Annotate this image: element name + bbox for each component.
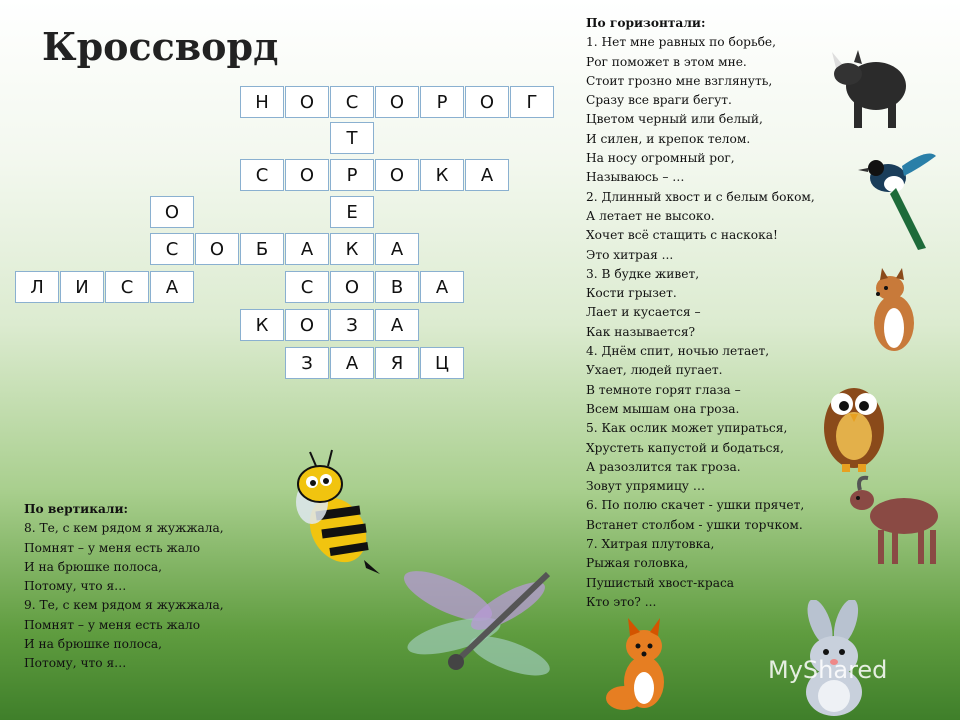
clue-line: Рог поможет в этом мне. bbox=[586, 54, 747, 69]
dog-icon bbox=[864, 268, 924, 358]
clue-line: Потому, что я… bbox=[24, 656, 127, 671]
clue-line: Стоит грозно мне взглянуть, bbox=[586, 73, 773, 88]
clue-line: И на брюшке полоса, bbox=[24, 559, 163, 574]
crossword-cell[interactable]: А bbox=[420, 271, 464, 303]
clue-line: А разозлится так гроза. bbox=[586, 459, 741, 474]
goat-icon bbox=[842, 474, 950, 568]
clue-line: И силен, и крепок телом. bbox=[586, 131, 751, 146]
crossword-cell[interactable]: О bbox=[375, 86, 419, 118]
magpie-icon bbox=[848, 138, 938, 258]
clue-line: Кто это? ... bbox=[586, 594, 657, 609]
horizontal-clues bbox=[586, 14, 836, 612]
crossword-cell[interactable]: О bbox=[285, 159, 329, 191]
crossword-cell[interactable]: Я bbox=[375, 347, 419, 379]
crossword-cell[interactable]: Б bbox=[240, 233, 284, 265]
clue-line: 5. Как ослик может упираться, bbox=[586, 421, 788, 436]
crossword-cell[interactable]: Ц bbox=[420, 347, 464, 379]
clue-line: 9. Те, с кем рядом я жужжала, bbox=[24, 598, 224, 613]
crossword-cell[interactable]: О bbox=[285, 86, 329, 118]
clue-line: Лает и кусается – bbox=[586, 305, 701, 320]
crossword-cell[interactable]: О bbox=[150, 196, 194, 228]
clue-line: Рыжая головка, bbox=[586, 556, 689, 571]
crossword-cell[interactable]: Н bbox=[240, 86, 284, 118]
crossword-cell[interactable]: А bbox=[465, 159, 509, 191]
crossword-cell[interactable]: О bbox=[285, 309, 329, 341]
clue-line: 3. В будке живет, bbox=[586, 266, 700, 281]
clue-line: Кости грызет. bbox=[586, 286, 677, 301]
crossword-cell[interactable]: С bbox=[150, 233, 194, 265]
crossword-cell[interactable]: О bbox=[375, 159, 419, 191]
clue-line: Помнят – у меня есть жало bbox=[24, 540, 201, 555]
crossword-cell[interactable]: О bbox=[195, 233, 239, 265]
crossword-cell[interactable]: С bbox=[330, 86, 374, 118]
clue-line: Сразу все враги бегут. bbox=[586, 93, 732, 108]
crossword-cell[interactable]: А bbox=[375, 309, 419, 341]
clue-line: В темноте горят глаза – bbox=[586, 382, 741, 397]
crossword-cell[interactable]: З bbox=[285, 347, 329, 379]
clue-line: 7. Хитрая плутовка, bbox=[586, 537, 715, 552]
clue-line: Помнят – у меня есть жало bbox=[24, 617, 201, 632]
clue-line: Хрустеть капустой и бодаться, bbox=[586, 440, 784, 455]
clue-line: 8. Те, с кем рядом я жужжала, bbox=[24, 521, 224, 536]
crossword-cell[interactable]: К bbox=[420, 159, 464, 191]
clue-line: Зовут упрямицу … bbox=[586, 479, 706, 494]
crossword-cell[interactable]: Р bbox=[420, 86, 464, 118]
clue-line: Всем мышам она гроза. bbox=[586, 401, 740, 416]
crossword-cell[interactable]: Р bbox=[330, 159, 374, 191]
crossword-cell[interactable]: О bbox=[330, 271, 374, 303]
clue-line: Потому, что я… bbox=[24, 579, 127, 594]
dragonfly-icon bbox=[398, 566, 558, 700]
crossword-cell[interactable]: Г bbox=[510, 86, 554, 118]
crossword-cell[interactable]: В bbox=[375, 271, 419, 303]
vertical-clues-heading: По вертикали: bbox=[24, 502, 129, 516]
clue-line: Называюсь – … bbox=[586, 170, 685, 185]
vertical-clues bbox=[24, 500, 254, 674]
watermark-text: MyShared bbox=[768, 656, 888, 684]
clue-line: Пушистый хвост-краса bbox=[586, 575, 735, 590]
clue-line: На носу огромный рог, bbox=[586, 151, 735, 166]
bee-icon bbox=[282, 442, 384, 576]
crossword-cell[interactable]: О bbox=[465, 86, 509, 118]
clue-line: Цветом черный или белый, bbox=[586, 112, 763, 127]
owl-icon bbox=[818, 372, 890, 474]
clue-line: И на брюшке полоса, bbox=[24, 637, 163, 652]
clue-line: 1. Нет мне равных по борьбе, bbox=[586, 35, 777, 50]
clue-line: Как называется? bbox=[586, 324, 696, 339]
crossword-cell[interactable]: С bbox=[105, 271, 149, 303]
crossword-cell[interactable]: С bbox=[240, 159, 284, 191]
crossword-cell[interactable]: З bbox=[330, 309, 374, 341]
crossword-cell[interactable]: А bbox=[285, 233, 329, 265]
page-title: Кроссворд bbox=[42, 24, 279, 69]
rhino-icon bbox=[832, 34, 912, 132]
crossword-cell[interactable]: А bbox=[330, 347, 374, 379]
crossword-cell[interactable]: К bbox=[240, 309, 284, 341]
clue-line: Ухает, людей пугает. bbox=[586, 363, 723, 378]
crossword-cell[interactable]: Т bbox=[330, 122, 374, 154]
fox-icon bbox=[604, 618, 680, 718]
crossword-cell[interactable]: Е bbox=[330, 196, 374, 228]
clue-line: А летает не высоко. bbox=[586, 208, 715, 223]
crossword-cell[interactable]: Л bbox=[15, 271, 59, 303]
crossword-cell[interactable]: И bbox=[60, 271, 104, 303]
crossword-cell[interactable]: С bbox=[285, 271, 329, 303]
horizontal-clues-heading: По горизонтали: bbox=[586, 16, 706, 30]
crossword-cell[interactable]: К bbox=[330, 233, 374, 265]
clue-line: 6. По полю скачет - ушки прячет, bbox=[586, 498, 805, 513]
clue-line: Это хитрая ... bbox=[586, 247, 674, 262]
clue-line: Хочет всё стащить с наскока! bbox=[586, 228, 778, 243]
watermark bbox=[768, 656, 887, 684]
clue-line: 2. Длинный хвост и с белым боком, bbox=[586, 189, 815, 204]
clue-line: Встанет столбом - ушки торчком. bbox=[586, 517, 803, 532]
clue-line: 4. Днём спит, ночью летает, bbox=[586, 344, 770, 359]
crossword-cell[interactable]: А bbox=[150, 271, 194, 303]
crossword-cell[interactable]: А bbox=[375, 233, 419, 265]
